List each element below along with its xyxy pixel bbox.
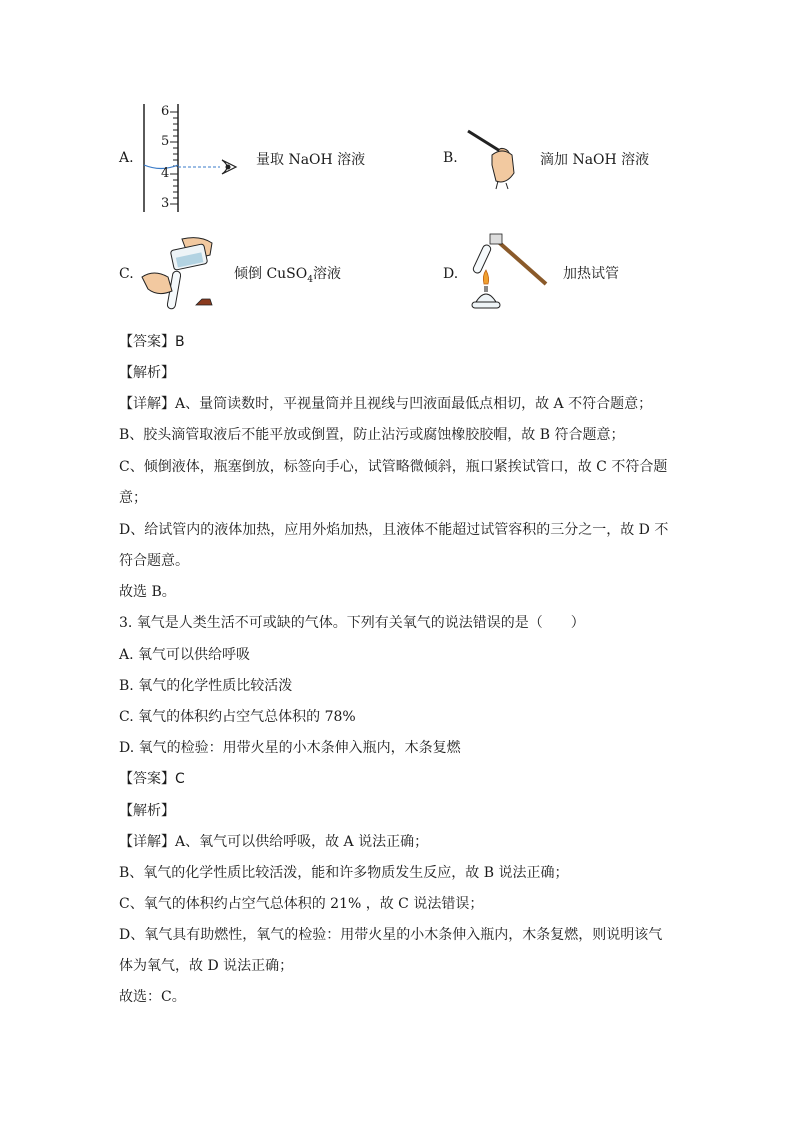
pouring-figure (138, 233, 220, 315)
option-c-caption (234, 264, 341, 290)
q3-analysis-line-3: C、氧气的体积约占空气总体积的 21% ，故 C 说法错误； (119, 896, 484, 912)
tick-label-5: 5 (161, 134, 170, 149)
option-b-letter: B. (443, 150, 458, 166)
option-d-letter: D. (443, 266, 459, 282)
dropper-figure (462, 125, 524, 190)
q3-analysis-line-5: 体为氧气，故 D 说法正确； (119, 958, 294, 974)
q2-analysis-line-4: 意； (119, 490, 147, 506)
q3-analysis-line-4: D、氧气具有助燃性，氧气的检验：用带火星的小木条伸入瓶内，木条复燃，则说明该气 (119, 927, 663, 943)
q3-analysis-line-1: 【详解】A、氧气可以供给呼吸，故 A 说法正确； (119, 834, 429, 850)
q3-analysis-line-6: 故选：C。 (119, 989, 186, 1005)
q3-stem: 3. 氧气是人类生活不可或缺的气体。下列有关氧气的说法错误的是（ ） (119, 615, 585, 631)
q2-analysis-line-2: B、胶头滴管取液后不能平放或倒置，防止沾污或腐蚀橡胶胶帽，故 B 符合题意； (119, 427, 625, 443)
q3-option-a: A. 氧气可以供给呼吸 (119, 647, 251, 663)
q2-answer: 【答案】B (119, 334, 185, 350)
q3-option-b: B. 氧气的化学性质比较活泼 (119, 678, 293, 694)
q3-analysis-line-2: B、氧气的化学性质比较活泼，能和许多物质发生反应，故 B 说法正确； (119, 865, 569, 881)
q2-analysis-line-3: C、倾倒液体，瓶塞倒放，标签向手心，试管略微倾斜，瓶口紧挨试管口，故 C 不符合题 (119, 459, 668, 475)
option-a-caption: 量取 NaOH 溶液 (256, 152, 366, 168)
option-b-caption: 滴加 NaOH 溶液 (540, 152, 650, 168)
option-c-letter: C. (119, 266, 134, 282)
option-c-caption-main: 倾倒 CuSO (234, 266, 308, 282)
q3-option-d: D. 氧气的检验：用带火星的小木条伸入瓶内，木条复燃 (119, 740, 461, 756)
tick-label-3: 3 (161, 196, 170, 211)
option-c-caption-subscript: 4 (307, 274, 313, 285)
q2-analysis-line-7: 故选 B。 (119, 584, 176, 600)
q2-analysis-heading: 【解析】 (119, 365, 175, 381)
q2-analysis-line-1: 【详解】A、量筒读数时，平视量筒并且视线与凹液面最低点相切，故 A 不符合题意； (119, 396, 653, 412)
q2-analysis-line-5: D、给试管内的液体加热，应用外焰加热，且液体不能超过试管容积的三分之一，故 D 不 (119, 522, 669, 538)
option-c-caption-tail: 溶液 (312, 266, 341, 282)
tick-label-4: 4 (161, 166, 170, 181)
option-d-caption: 加热试管 (563, 266, 619, 282)
q3-analysis-heading: 【解析】 (119, 803, 175, 819)
heating-figure (462, 230, 552, 316)
cylinder-reading-figure (140, 100, 250, 215)
q3-option-c: C. 氧气的体积约占空气总体积的 78% (119, 709, 356, 725)
q3-answer: 【答案】C (119, 771, 185, 787)
q2-analysis-line-6: 符合题意。 (119, 553, 189, 569)
tick-label-6: 6 (161, 104, 170, 119)
option-a-letter: A. (119, 150, 134, 166)
